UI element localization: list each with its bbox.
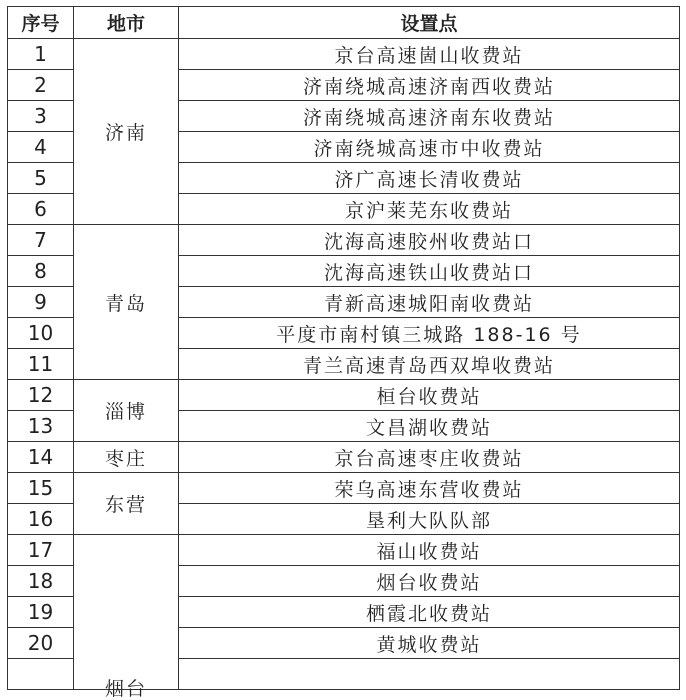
row-number: 13 [8,411,74,442]
header-location: 设置点 [179,7,680,39]
location-cell: 黄城收费站 [179,628,680,659]
location-cell: 垦利大队队部 [179,504,680,535]
location-cell: 沈海高速胶州收费站口 [179,225,680,256]
row-number: 20 [8,628,74,659]
city-label: 烟台 [104,678,147,700]
location-cell: 济南绕城高速市中收费站 [179,132,680,163]
row-number: 6 [8,194,74,225]
location-cell: 文昌湖收费站 [179,411,680,442]
row-number: 10 [8,318,74,349]
table-row [8,39,680,70]
row-number: 8 [8,256,74,287]
table-row [8,225,680,256]
location-cell: 京沪莱芜东收费站 [179,194,680,225]
city-label: 东营 [104,494,147,516]
location-cell: 济南绕城高速济南东收费站 [179,101,680,132]
row-number: 14 [8,442,74,473]
row-number: 19 [8,597,74,628]
location-cell: 福山收费站 [179,535,680,566]
empty-cell [8,659,74,690]
city-cell [74,380,179,442]
row-number: 4 [8,132,74,163]
row-number: 1 [8,39,74,70]
location-cell: 青新高速城阳南收费站 [179,287,680,318]
row-number: 2 [8,70,74,101]
location-cell: 栖霞北收费站 [179,597,680,628]
table-container [7,6,686,700]
checkpoint-table [7,6,680,700]
row-number: 3 [8,101,74,132]
city-cell [74,535,179,700]
location-cell: 青兰高速青岛西双埠收费站 [179,349,680,380]
location-cell: 济南绕城高速济南西收费站 [179,70,680,101]
location-cell: 烟台收费站 [179,566,680,597]
row-number: 18 [8,566,74,597]
header-city: 地市 [74,7,179,39]
row-number: 7 [8,225,74,256]
table-row [8,442,680,473]
city-cell [74,442,179,473]
location-cell: 京台高速枣庄收费站 [179,442,680,473]
city-label: 枣庄 [104,447,147,470]
row-number: 15 [8,473,74,504]
location-cell: 京台高速崮山收费站 [179,39,680,70]
city-cell [74,473,179,535]
empty-cell [179,659,680,690]
city-cell [74,39,179,225]
row-number: 11 [8,349,74,380]
row-number: 16 [8,504,74,535]
header-number: 序号 [8,7,74,39]
row-number: 9 [8,287,74,318]
header-row [8,7,680,39]
city-label: 济南 [104,122,147,144]
location-cell: 济广高速长清收费站 [179,163,680,194]
table-row [8,380,680,411]
location-cell: 桓台收费站 [179,380,680,411]
row-number: 17 [8,535,74,566]
location-cell: 沈海高速铁山收费站口 [179,256,680,287]
row-number: 12 [8,380,74,411]
table-body [8,39,680,700]
row-number: 5 [8,163,74,194]
location-cell: 荣乌高速东营收费站 [179,473,680,504]
city-cell [74,225,179,380]
city-label: 淄博 [104,401,147,423]
table-row [8,473,680,504]
table-row [8,535,680,566]
city-label: 青岛 [104,292,147,315]
location-cell: 平度市南村镇三城路 188-16 号 [179,318,680,349]
